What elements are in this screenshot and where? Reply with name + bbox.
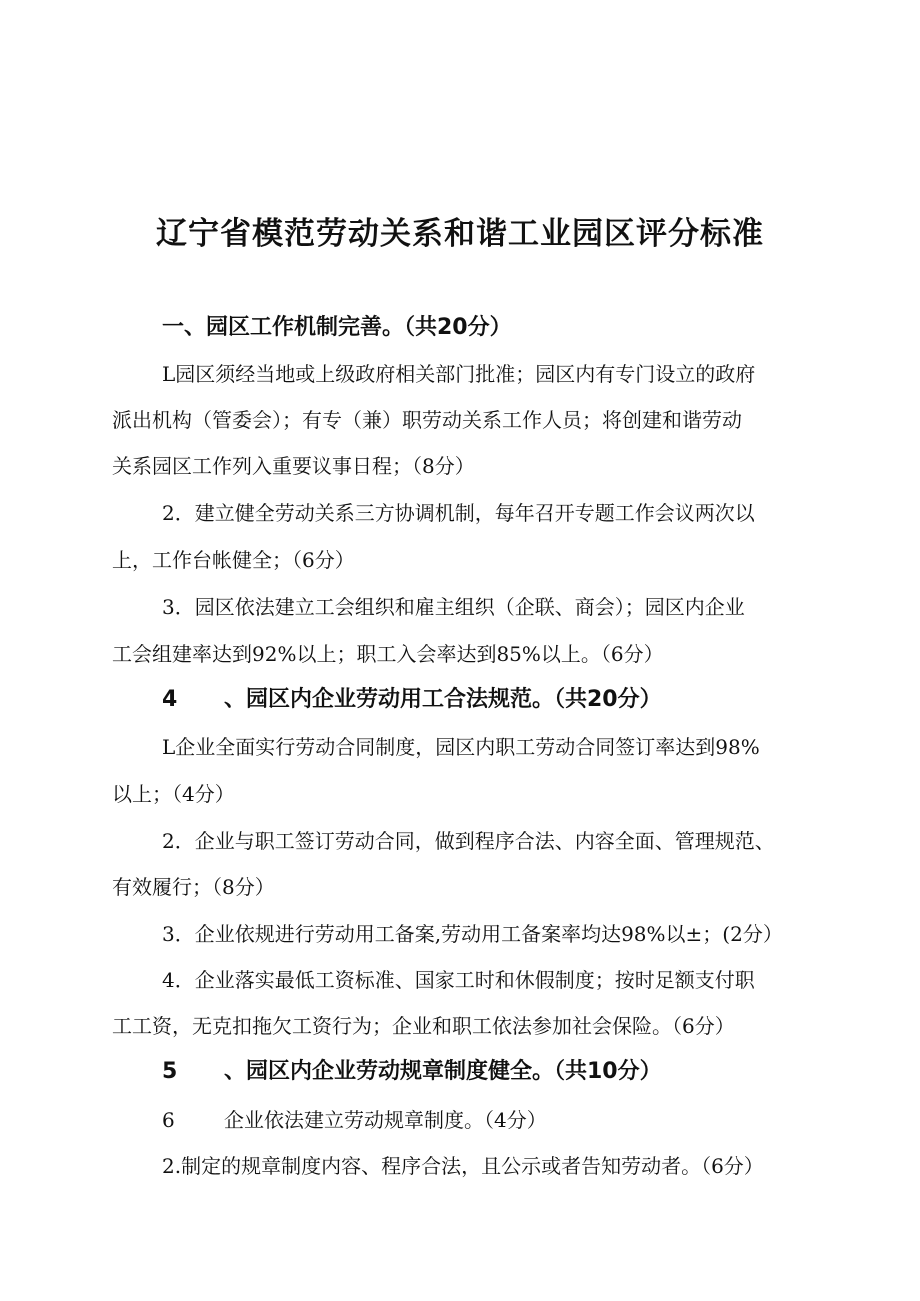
section-3-item-1-text: 企业依法建立劳动规章制度。（4分） (224, 1108, 547, 1132)
section-2-item-2-line-2: 有效履行；（8分） (112, 875, 275, 899)
section-3-heading (162, 1058, 662, 1086)
document-title: 辽宁省模范劳动关系和谐工业园区评分标准 (156, 216, 764, 252)
section-2-heading-text: 、园区内企业劳动用工合法规范。（共20分） (224, 687, 662, 712)
section-2-item-3-line-1: 3．企业依规进行劳动用工备案,劳动用工备案率均达98%以±；(2分） (162, 922, 783, 946)
section-1-item-2-line-1: 2．建立健全劳动关系三方协调机制，每年召开专题工作会议两次以 (162, 501, 755, 525)
section-3-item-1 (162, 1106, 547, 1134)
section-3-item-2-line-1: 2.制定的规章制度内容、程序合法，且公示或者告知劳动者。（6分） (162, 1154, 764, 1178)
section-3-heading-text: 、园区内企业劳动规章制度健全。（共10分） (224, 1059, 662, 1084)
section-1-item-3-line-1: 3．园区依法建立工会组织和雇主组织（企联、商会）；园区内企业 (162, 595, 745, 619)
section-3-item-1-number: 6 (162, 1108, 175, 1132)
section-1-item-1-line-2: 派出机构（管委会）；有专（兼）职劳动关系工作人员；将创建和谐劳动 (112, 408, 742, 432)
section-1-item-3-line-2: 工会组建率达到92%以上；职工入会率达到85%以上。（6分） (112, 642, 664, 666)
section-1-item-1-line-1: L园区须经当地或上级政府相关部门批准；园区内有专门设立的政府 (162, 362, 756, 386)
section-3-heading-number: 5 (162, 1059, 178, 1084)
section-1-item-2-line-2: 上，工作台帐健全；（6分） (112, 548, 355, 572)
section-2-item-1-line-2: 以上；（4分） (112, 782, 235, 806)
section-2-item-1-line-1: L企业全面实行劳动合同制度，园区内职工劳动合同签订率达到98% (162, 735, 760, 759)
section-1-item-1-line-3: 关系园区工作列入重要议事日程；（8分） (112, 454, 475, 478)
section-1-heading: 一、园区工作机制完善。（共20分） (162, 315, 512, 340)
section-2-heading (162, 686, 662, 714)
section-2-item-2-line-1: 2．企业与职工签订劳动合同，做到程序合法、内容全面、管理规范、 (162, 829, 775, 853)
section-2-heading-number: 4 (162, 687, 178, 712)
section-2-item-4-line-1: 4．企业落实最低工资标准、国家工时和休假制度；按时足额支付职 (162, 968, 755, 992)
section-2-item-4-line-2: 工工资，无克扣拖欠工资行为；企业和职工依法参加社会保险。（6分） (112, 1014, 735, 1038)
